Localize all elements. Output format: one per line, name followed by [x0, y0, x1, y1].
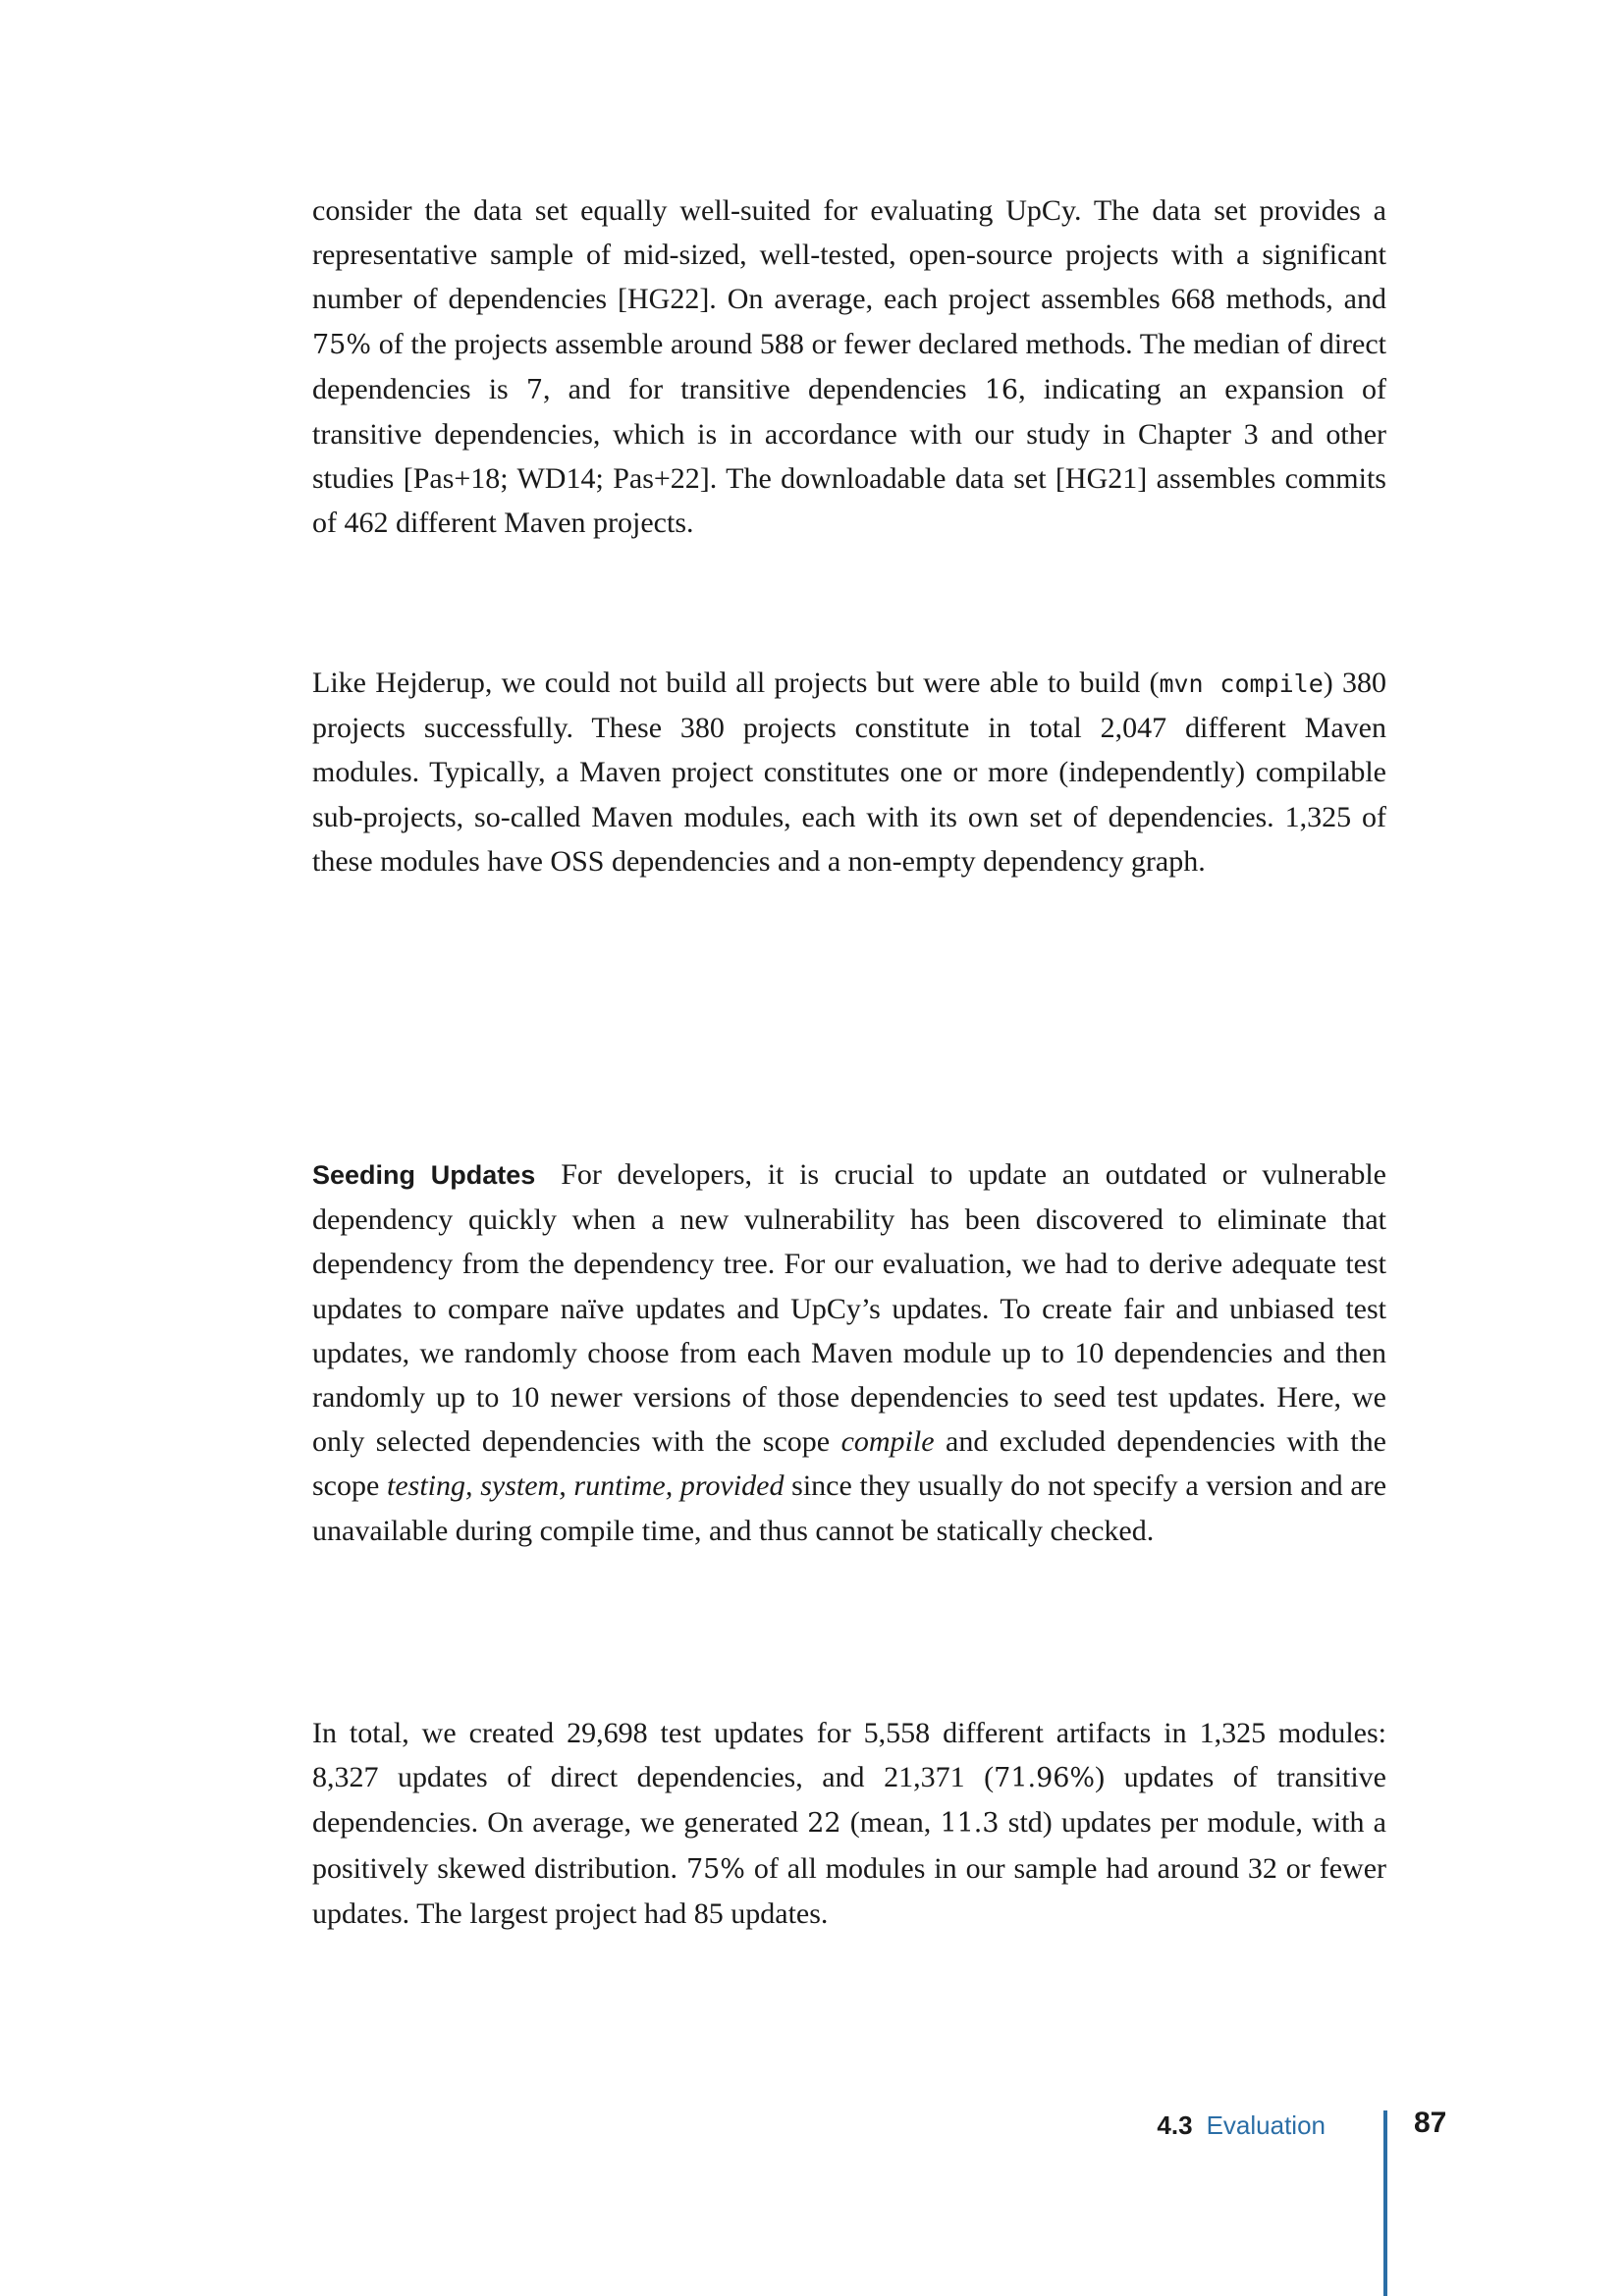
running-footer-section	[1157, 2110, 1326, 2141]
text-run: For developers, it is crucial to update an outdated or vulnerable dependency quickly when a new vulnerability has been discovered to eliminate that dependency from the dependency tree. For our evaluation, we had to derive adequate test updates to compare naïve updates and UpCy’s updates. To create fair and unbiased test updates, we randomly choose from each Maven module up to 10 dependencies and then randomly up to 10 newer versions of those dependencies to seed test updates. Here, we only selected dependencies with the scope	[312, 1158, 1387, 1459]
math-value: 16	[984, 374, 1019, 405]
math-value: 7	[525, 374, 544, 405]
text-run: ) 380 projects successfully. These 380 projects constitute in total 2,047 different Maven modules. Typically, a Maven project constitutes one or more (independently) compilable sub-projects, so-called Maven modules, each with its own set of dependencies. 1,325 of these modules have OSS dependencies and a non-empty dependency graph.	[312, 667, 1386, 878]
body-paragraph-dataset	[312, 188, 1386, 546]
text-run: ) updates of transitive dependencies. On average, we generated	[312, 1761, 1386, 1840]
text-run: std) updates per module, with a positively skewed distribution.	[312, 1806, 1386, 1885]
text-run: , indicating an expansion of transitive dependencies, which is in accordance with our study in Chapter 3 and other studies [Pas+18; WD14; Pas+22]. The downloadable data set [HG21] assembles commits of 462 different Maven projects.	[312, 372, 1386, 540]
inline-code: mvn compile	[1159, 669, 1324, 698]
text-run: Like Hejderup, we could not build all projects but were able to build (	[312, 667, 1160, 699]
emphasis-text: testing, system, runtime, provided	[387, 1469, 785, 1503]
body-paragraph-totals	[312, 1711, 1386, 1936]
math-value: 11.3	[940, 1808, 1000, 1840]
emphasis-text: compile	[840, 1425, 935, 1459]
text-run: consider the data set equally well-suited for evaluating UpCy. The data set provides a representative sample of mid-sized, well-tested, open-source projects with a significant number of dependencies [HG22]. On average, each project assembles 668 methods, and	[312, 194, 1386, 316]
body-paragraph-build	[312, 661, 1386, 883]
text-run: of the projects assemble around 588 or fewer declared methods. The median of direct dependencies is	[312, 327, 1386, 405]
math-value: 75%	[312, 329, 372, 360]
math-value: 75%	[685, 1853, 745, 1885]
section-title: Evaluation	[1206, 2110, 1326, 2140]
text-run: of all modules in our sample had around 32 or fewer updates. The largest project had 85 updates.	[312, 1851, 1387, 1930]
paragraph-heading: Seeding Updates	[312, 1160, 536, 1190]
footer-divider-rule	[1383, 2110, 1387, 2296]
text-run: , and for transitive dependencies	[543, 372, 985, 405]
text-run: In total, we created 29,698 test updates for 5,558 different artifacts in 1,325 modules: 8,327 updates of direct dependencies, and 21,371 (	[312, 1717, 1386, 1794]
section-number: 4.3	[1157, 2110, 1193, 2140]
body-paragraph-seeding-updates	[312, 1152, 1386, 1553]
text-run: (mean,	[840, 1806, 941, 1840]
text-run: and excluded dependencies with the scope	[312, 1425, 1387, 1503]
math-value: 71.96%	[994, 1763, 1096, 1794]
math-value: 22	[807, 1808, 841, 1840]
page-number: 87	[1414, 2107, 1447, 2139]
text-run: since they usually do not specify a version and are unavailable during compile time, and thus cannot be statically checked.	[312, 1469, 1387, 1547]
